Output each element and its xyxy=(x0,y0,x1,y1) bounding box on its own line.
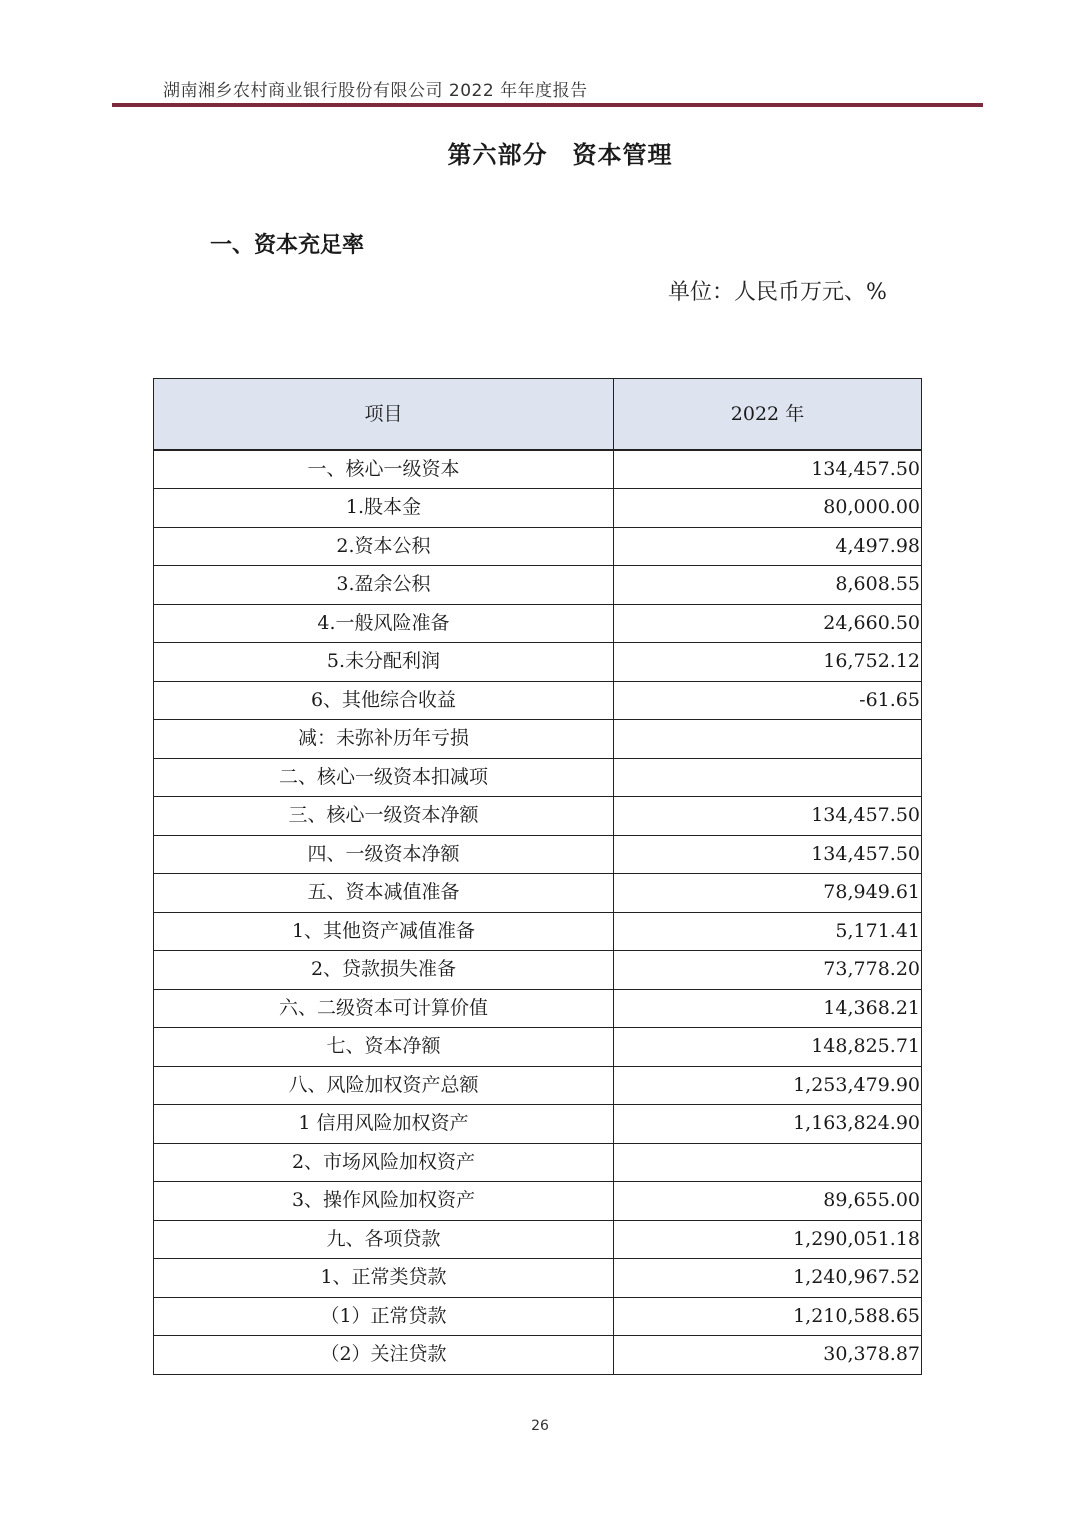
row-value: 1,240,967.52 xyxy=(614,1259,922,1298)
table-row xyxy=(154,720,922,759)
row-value: 78,949.61 xyxy=(614,874,922,913)
table-row xyxy=(154,604,922,643)
row-value: 24,660.50 xyxy=(614,604,922,643)
row-value: 80,000.00 xyxy=(614,489,922,528)
row-value: 134,457.50 xyxy=(614,450,922,489)
table-row xyxy=(154,912,922,951)
section-title: 一、资本充足率 xyxy=(210,233,365,258)
row-value: 1,290,051.18 xyxy=(614,1220,922,1259)
row-value: 1,253,479.90 xyxy=(614,1066,922,1105)
capital-adequacy-table xyxy=(153,378,922,1375)
table-row xyxy=(154,1143,922,1182)
table-row xyxy=(154,681,922,720)
table-row xyxy=(154,874,922,913)
row-label: 1 信用风险加权资产 xyxy=(154,1105,614,1144)
row-value: 1,163,824.90 xyxy=(614,1105,922,1144)
row-label: 九、各项贷款 xyxy=(154,1220,614,1259)
row-value: 73,778.20 xyxy=(614,951,922,990)
row-label: 二、核心一级资本扣减项 xyxy=(154,758,614,797)
table-row xyxy=(154,450,922,489)
row-label: 4.一般风险准备 xyxy=(154,604,614,643)
row-label: 2、市场风险加权资产 xyxy=(154,1143,614,1182)
table-row xyxy=(154,527,922,566)
row-label: 四、一级资本净额 xyxy=(154,835,614,874)
table-row xyxy=(154,989,922,1028)
table-row xyxy=(154,1066,922,1105)
table-row xyxy=(154,797,922,836)
column-header-year: 2022 年 xyxy=(614,379,922,451)
row-label: 六、二级资本可计算价值 xyxy=(154,989,614,1028)
row-label: （2）关注贷款 xyxy=(154,1336,614,1375)
table-row xyxy=(154,758,922,797)
table-row xyxy=(154,1297,922,1336)
unit-label: 单位：人民币万元、% xyxy=(668,280,887,305)
row-label: 五、资本减值准备 xyxy=(154,874,614,913)
row-label: 七、资本净额 xyxy=(154,1028,614,1067)
row-label: 2.资本公积 xyxy=(154,527,614,566)
table-row xyxy=(154,489,922,528)
column-header-item: 项目 xyxy=(154,379,614,451)
table-row xyxy=(154,1182,922,1221)
table-row xyxy=(154,643,922,682)
row-value: 89,655.00 xyxy=(614,1182,922,1221)
row-label: （1）正常贷款 xyxy=(154,1297,614,1336)
row-value xyxy=(614,1143,922,1182)
row-label: 2、贷款损失准备 xyxy=(154,951,614,990)
row-value: 14,368.21 xyxy=(614,989,922,1028)
row-value: 8,608.55 xyxy=(614,566,922,605)
row-value xyxy=(614,720,922,759)
row-label: 八、风险加权资产总额 xyxy=(154,1066,614,1105)
row-value: 134,457.50 xyxy=(614,835,922,874)
row-value: -61.65 xyxy=(614,681,922,720)
row-value: 134,457.50 xyxy=(614,797,922,836)
row-label: 1、其他资产减值准备 xyxy=(154,912,614,951)
row-label: 1.股本金 xyxy=(154,489,614,528)
row-value: 5,171.41 xyxy=(614,912,922,951)
header-divider xyxy=(112,103,983,107)
table-row xyxy=(154,566,922,605)
row-value: 4,497.98 xyxy=(614,527,922,566)
row-value xyxy=(614,758,922,797)
table-row xyxy=(154,1336,922,1375)
table-row xyxy=(154,1105,922,1144)
row-value: 16,752.12 xyxy=(614,643,922,682)
row-label: 3.盈余公积 xyxy=(154,566,614,605)
row-label: 3、操作风险加权资产 xyxy=(154,1182,614,1221)
row-value: 1,210,588.65 xyxy=(614,1297,922,1336)
page-number: 26 xyxy=(531,1418,549,1434)
row-label: 1、正常类贷款 xyxy=(154,1259,614,1298)
table-row xyxy=(154,951,922,990)
row-label: 一、核心一级资本 xyxy=(154,450,614,489)
row-label: 三、核心一级资本净额 xyxy=(154,797,614,836)
row-label: 6、其他综合收益 xyxy=(154,681,614,720)
page-title: 第六部分 资本管理 xyxy=(447,141,673,169)
table-row xyxy=(154,1259,922,1298)
row-label: 减：未弥补历年亏损 xyxy=(154,720,614,759)
row-label: 5.未分配利润 xyxy=(154,643,614,682)
row-value: 30,378.87 xyxy=(614,1336,922,1375)
table-row xyxy=(154,835,922,874)
report-header: 湖南湘乡农村商业银行股份有限公司 2022 年年度报告 xyxy=(163,81,588,101)
table-row xyxy=(154,1220,922,1259)
row-value: 148,825.71 xyxy=(614,1028,922,1067)
table-row xyxy=(154,1028,922,1067)
